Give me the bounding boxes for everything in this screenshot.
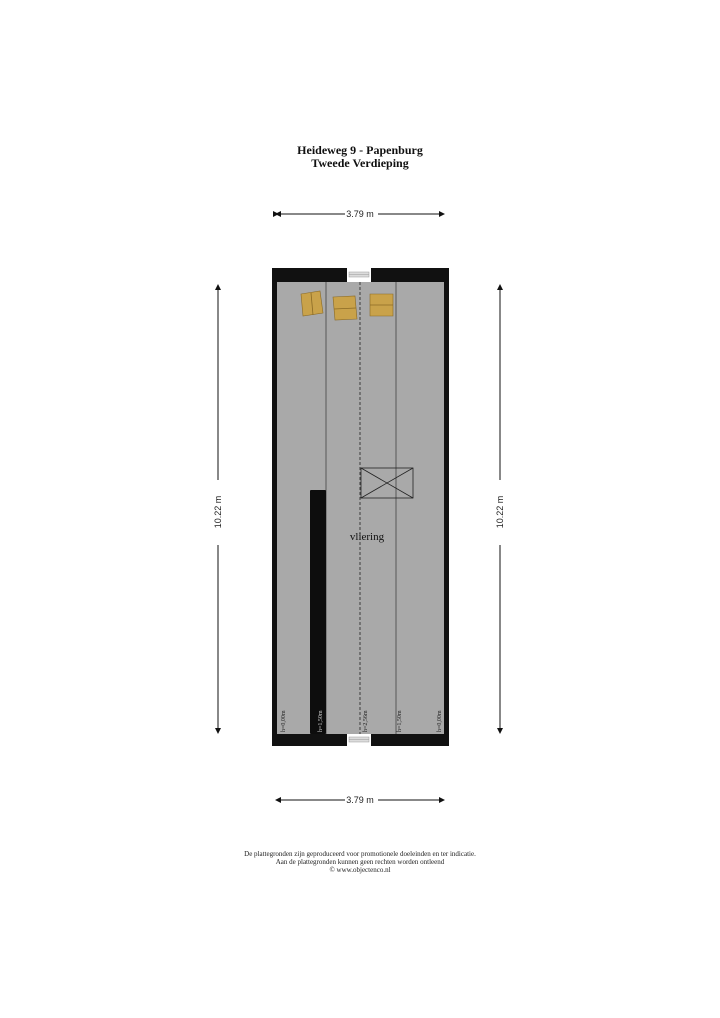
copyright: © www.objectenco.nl (329, 866, 391, 874)
height-marker: h=1,50m (397, 710, 403, 732)
box-2 (333, 296, 357, 320)
box-1 (301, 291, 323, 316)
dimension-bottom (276, 795, 444, 805)
floor-area (277, 282, 444, 734)
height-marker: h=1,50m (318, 710, 324, 732)
height-marker: h=0,00m (281, 710, 287, 732)
dimension-top (276, 209, 444, 219)
dimension-top-label: 3.79 m (346, 209, 374, 219)
window-top (347, 268, 371, 282)
beam (310, 490, 326, 734)
disclaimer-line-2: Aan de plattegronden kunnen geen rechten worden ontleend (275, 858, 445, 866)
dimension-right (495, 285, 505, 733)
dimension-left (213, 285, 223, 733)
dimension-right-label: 10.22 m (495, 495, 505, 529)
floor-name: Tweede Verdieping (311, 156, 409, 170)
height-marker: h=2,56m (363, 710, 369, 732)
room-label: vliering (349, 531, 385, 543)
disclaimer-line-1: De plattegronden zijn geproduceerd voor promotionele doeleinden en ter indicatie. (244, 850, 476, 858)
window-bottom (347, 734, 371, 746)
box-3 (370, 294, 393, 316)
plan-title: Heideweg 9 - Papenburg (297, 143, 423, 157)
height-marker: h=0,00m (437, 710, 443, 732)
dimension-left-label: 10.22 m (213, 495, 223, 529)
dimension-bottom-label: 3.79 m (346, 795, 374, 805)
